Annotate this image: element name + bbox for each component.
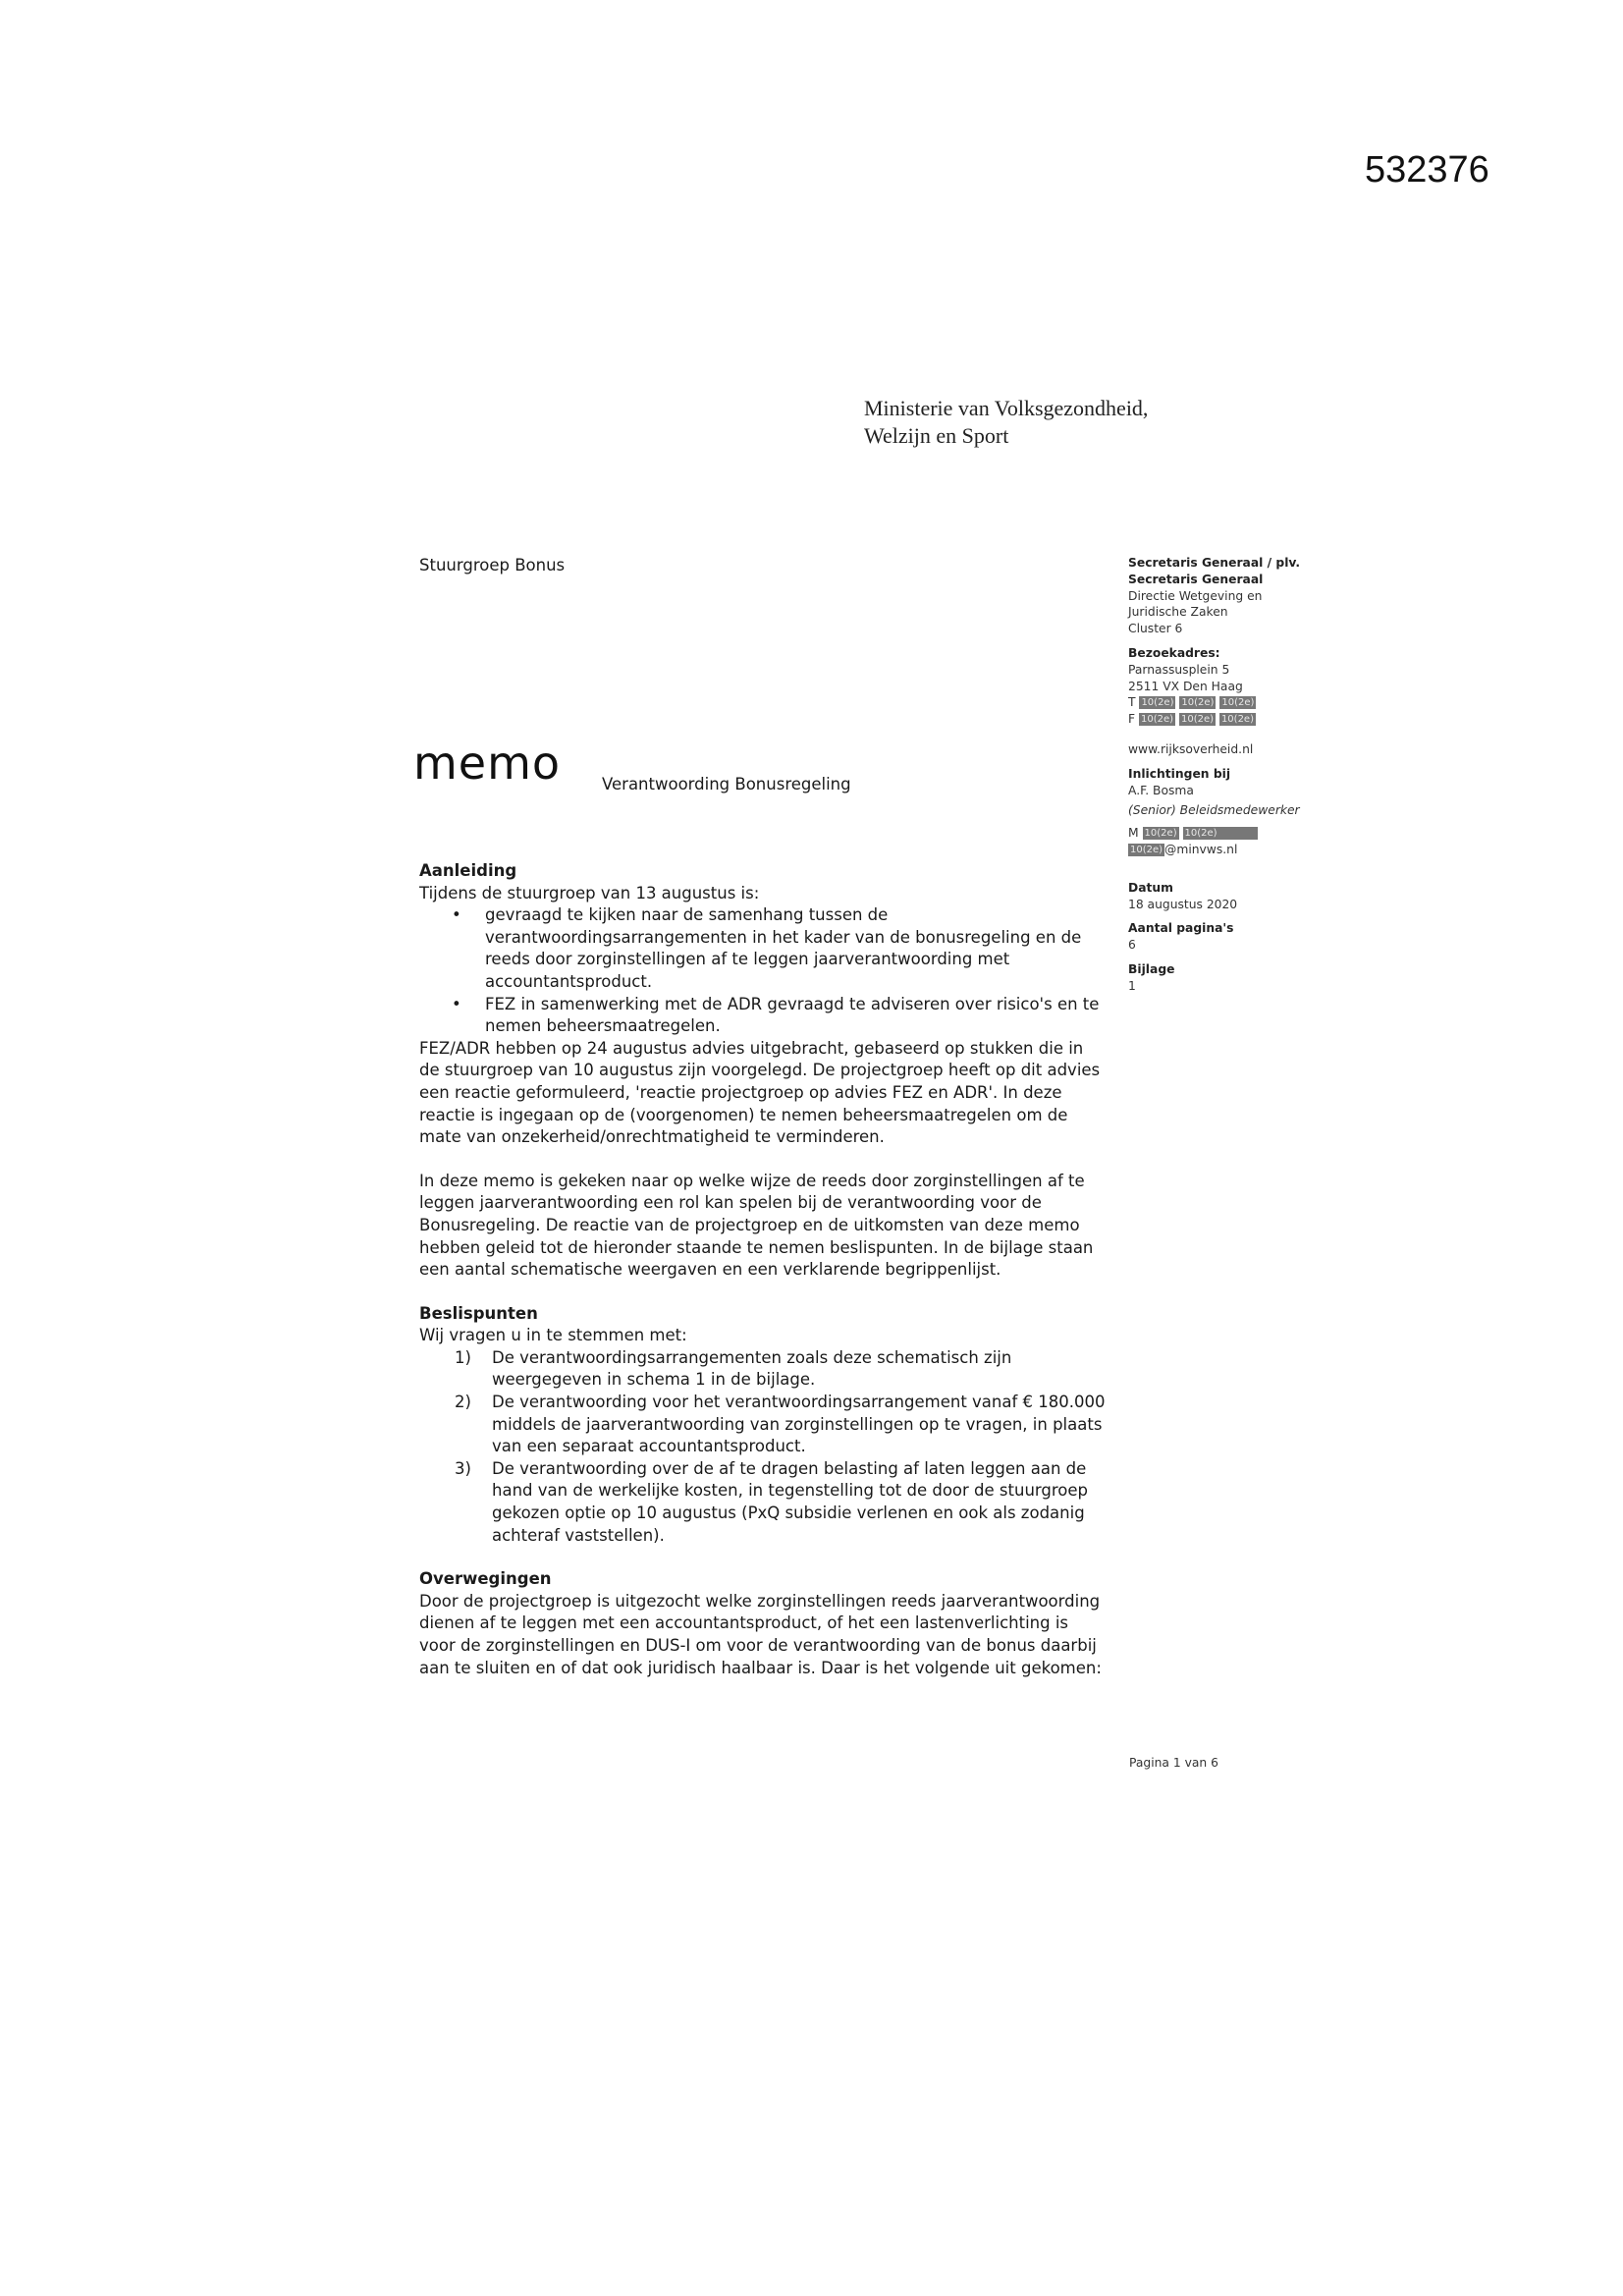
section-heading-overwegingen: Overwegingen [419,1569,552,1589]
document-number: 532376 [1365,149,1489,191]
list-item [455,1458,1107,1547]
memo-subject: Verantwoording Bonusregeling [602,775,851,793]
item-number: 1) [455,1347,471,1367]
attachment-block [1128,961,1364,995]
redaction-box: 10(2e) [1144,828,1177,840]
attachment-label: Bijlage [1128,961,1175,976]
sidebar-info [1128,555,1364,1003]
fax-row [1128,711,1364,728]
website-link[interactable]: www.rijksoverheid.nl [1128,741,1254,756]
redaction-box: 10(2e) [1181,697,1215,709]
contact-name: A.F. Bosma [1128,783,1194,797]
address-line-2: 2511 VX Den Haag [1128,679,1243,693]
list-item [455,1347,1107,1392]
ministry-line-1: Ministerie van Volksgezondheid, [864,396,1149,420]
list-item [455,1392,1107,1458]
item-text: De verantwoording over de af te dragen belasting af laten leggen aan de hand van de werkelijke kosten, in tegenstelling tot de door de stuurgroep gekozen optie op 10 augustus (PxQ subsidie verlenen en ook als zodanig achteraf vaststellen). [492,1458,1089,1545]
redaction-box: 10(2e) [1180,714,1215,726]
ministry-logo-text [864,395,1148,450]
section-heading-beslispunten: Beslispunten [419,1303,538,1323]
dept-line-5: Cluster 6 [1128,622,1183,636]
beslispunten-list [419,1347,1107,1547]
aanleiding-intro: Tijdens de stuurgroep van 13 augustus is: [419,883,760,902]
contact-info [1128,766,1364,858]
fax-prefix: F [1128,712,1136,727]
redaction-box: 10(2e) [1130,844,1163,855]
date-block [1128,880,1364,913]
pages-label: Aantal pagina's [1128,921,1234,936]
dept-line-3: Directie Wetgeving en [1128,588,1263,603]
phone-row [1128,694,1364,711]
email-suffix: @minvws.nl [1164,842,1238,856]
ministry-line-2: Welzijn en Sport [864,423,1009,448]
email-row [1128,842,1364,858]
redaction-box: 10(2e) [1183,827,1258,840]
memo-body [419,860,1107,1679]
item-number: 2) [455,1393,471,1412]
redaction-box: 10(2e) [1141,697,1174,709]
item-number: 3) [455,1458,471,1478]
dept-line-1: Secretaris Generaal / plv. [1128,556,1301,570]
item-text: De verantwoordingsarrangementen zoals deze schematisch zijn weergegeven in schema 1 in de bijlage. [492,1347,1012,1390]
mobile-row [1128,825,1364,842]
aanleiding-bullet-list [419,904,1107,1038]
section-heading-aanleiding: Aanleiding [419,861,517,880]
pages-block [1128,920,1364,954]
memo-label: memo [413,737,562,790]
address-line-1: Parnassusplein 5 [1128,662,1230,677]
address-label: Bezoekadres: [1128,645,1220,660]
redaction-box: 10(2e) [1221,697,1255,709]
attachment-value: 1 [1128,978,1136,993]
date-value: 18 augustus 2020 [1128,897,1238,911]
redaction-box: 10(2e) [1220,714,1254,726]
contact-role: (Senior) Beleidsmedewerker [1128,803,1300,818]
visit-address [1128,645,1364,728]
mobile-prefix: M [1128,826,1139,841]
item-text: De verantwoording voor het verantwoordingsarrangement vanaf € 180.000 middels de jaarverantwoording van zorginstellingen op te vragen, in plaats van een separaat accountantsproduct. [492,1393,1106,1456]
page-number: Pagina 1 van 6 [1129,1756,1218,1770]
date-label: Datum [1128,880,1173,895]
overwegingen-paragraph: Door de projectgroep is uitgezocht welke zorginstellingen reeds jaarverantwoording dienen af te leggen met een accountantsproduct, of het een lastenverlichting is voor de zorginstellingen en DUS-I om voor de verantwoording van de bonus daarbij aan te sluiten en of dat ook juridisch haalbaar is. Daar is het volgende uit gekomen: [419,1591,1102,1677]
recipient: Stuurgroep Bonus [419,556,566,574]
dept-line-2: Secretaris Generaal [1128,572,1264,586]
sender-department [1128,555,1364,637]
list-item: • FEZ in samenwerking met de ADR gevraagd te adviseren over risico's en te nemen beheersmaatregelen. [485,994,1107,1038]
phone-prefix: T [1128,695,1136,710]
beslispunten-intro: Wij vragen u in te stemmen met: [419,1326,687,1345]
redaction-box: 10(2e) [1141,714,1174,726]
pages-value: 6 [1128,938,1136,953]
dept-line-4: Juridische Zaken [1128,605,1228,620]
contact-label: Inlichtingen bij [1128,766,1231,781]
list-item: • gevraagd te kijken naar de samenhang tussen de verantwoordingsarrangementen in het kader van de bonusregeling en de reeds door zorginstellingen af te leggen jaarverantwoording met accountantsproduct. [485,904,1107,993]
aanleiding-paragraph-2: In deze memo is gekeken naar op welke wijze de reeds door zorginstellingen af te leggen jaarverantwoording een rol kan spelen bij de verantwoording voor de Bonusregeling. De reactie van de projectgroep en de uitkomsten van deze memo hebben geleid tot de hieronder staande te nemen beslispunten. In de bijlage staan een aantal schematische weergaven en een verklarende begrippenlijst. [419,1171,1094,1280]
aanleiding-paragraph-1: FEZ/ADR hebben op 24 augustus advies uitgebracht, gebaseerd op stukken die in de stuurgroep van 10 augustus zijn voorgelegd. De projectgroep heeft op dit advies een reactie geformuleerd, 'reactie projectgroep op advies FEZ en ADR'. In deze reactie is ingegaan op de (voorgenomen) te nemen beheersmaatregelen om de mate van onzekerheid/onrechtmatigheid te verminderen. [419,1038,1101,1147]
